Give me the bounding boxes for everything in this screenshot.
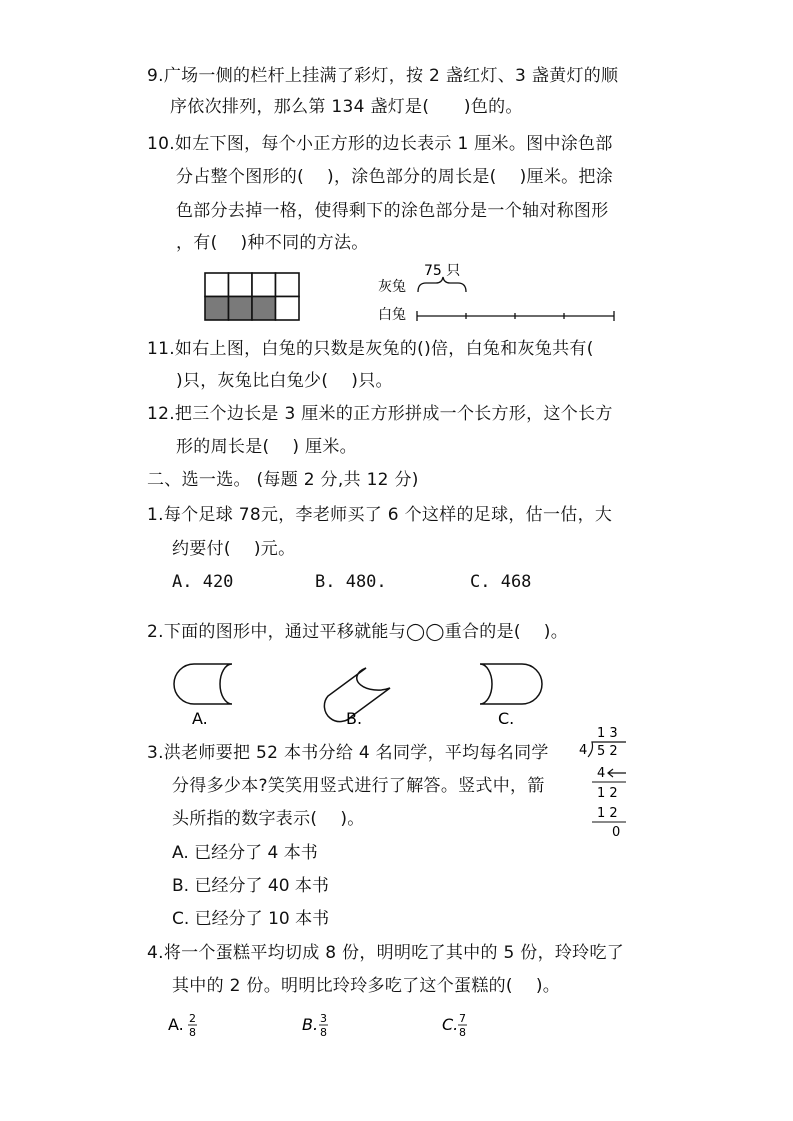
shaded-grid-figure bbox=[204, 272, 300, 320]
grid-cell bbox=[276, 297, 300, 321]
c4-option-a-letter: A. bbox=[168, 1015, 184, 1034]
q12-line1: 12.把三个边长是 3 厘米的正方形拼成一个长方形，这个长方 bbox=[147, 404, 613, 424]
q10-line2: 分占整个图形的( )，涂色部分的周长是( )厘米。把涂 bbox=[176, 167, 614, 187]
rabbit-count-label: 75 只 bbox=[424, 263, 461, 279]
section2-heading: 二、选一选。 (每题 2 分,共 12 分) bbox=[147, 470, 419, 490]
c3-option-a: A. 已经分了 4 本书 bbox=[172, 843, 318, 863]
shape-a-icon bbox=[174, 664, 232, 704]
division-divisor: 4 bbox=[579, 743, 588, 758]
grid-cell bbox=[205, 273, 229, 297]
c3-option-c: C. 已经分了 10 本书 bbox=[172, 909, 330, 929]
c1-line1: 1.每个足球 78元，李老师买了 6 个这样的足球，估一估，大 bbox=[147, 505, 613, 525]
q11-line1: 11.如右上图，白兔的只数是灰兔的()倍，白兔和灰兔共有( bbox=[147, 339, 594, 359]
division-quotient: 1 3 bbox=[597, 726, 618, 741]
grid-cell-shaded bbox=[252, 297, 276, 321]
c1-option-b: B. 480. bbox=[315, 572, 387, 592]
white-rabbit-label: 白兔 bbox=[378, 307, 406, 323]
division-step1: 4 bbox=[597, 766, 606, 781]
grid-cell bbox=[276, 273, 300, 297]
division-dividend: 5 2 bbox=[597, 744, 618, 759]
gray-rabbit-brace bbox=[418, 277, 466, 292]
c4-option-c-letter: C. bbox=[442, 1015, 459, 1034]
c4-option-b-letter: B. bbox=[302, 1015, 319, 1034]
c1-option-c: C. 468 bbox=[470, 572, 532, 592]
c2-line1: 2.下面的图形中，通过平移就能与◯◯重合的是( )。 bbox=[147, 622, 569, 642]
grid-cell-shaded bbox=[205, 297, 229, 321]
grid-cell-shaded bbox=[229, 297, 253, 321]
c4-option-b-den: 8 bbox=[320, 1026, 327, 1039]
q9-line2: 序依次排列，那么第 134 盏灯是( )色的。 bbox=[170, 97, 523, 117]
division-remainder: 0 bbox=[612, 825, 621, 840]
q10-line1: 10.如左下图，每个小正方形的边长表示 1 厘米。图中涂色部 bbox=[147, 134, 613, 154]
grid-cell bbox=[252, 273, 276, 297]
c3-line1: 3.洪老师要把 52 本书分给 4 名同学，平均每名同学 bbox=[147, 743, 549, 763]
q10-line4: ，有( )种不同的方法。 bbox=[176, 233, 369, 253]
q12-line2: 形的周长是( ) 厘米。 bbox=[176, 437, 357, 457]
q9-line1: 9.广场一侧的栏杆上挂满了彩灯，按 2 盏红灯、3 盏黄灯的顺 bbox=[147, 66, 619, 86]
division-step2: 1 2 bbox=[597, 786, 618, 801]
shape-c-icon bbox=[480, 664, 542, 704]
rabbit-diagram bbox=[376, 258, 621, 328]
shape-a-label: A. bbox=[192, 709, 208, 728]
q10-line3: 色部分去掉一格，使得剩下的涂色部分是一个轴对称图形 bbox=[176, 201, 609, 221]
white-rabbit-segment-line bbox=[417, 311, 614, 321]
c4-option-c-den: 8 bbox=[459, 1026, 466, 1039]
shape-c-label: C. bbox=[498, 709, 515, 728]
division-step3: 1 2 bbox=[597, 806, 618, 821]
grid-cell bbox=[229, 273, 253, 297]
arrow-icon bbox=[608, 769, 626, 777]
c3-line3: 头所指的数字表示( )。 bbox=[172, 809, 365, 829]
c3-option-b: B. 已经分了 40 本书 bbox=[172, 876, 329, 896]
c4-option-a-num: 2 bbox=[189, 1012, 196, 1025]
long-division bbox=[580, 722, 640, 840]
c4-option-a-den: 8 bbox=[189, 1026, 196, 1039]
c4-line2: 其中的 2 份。明明比玲玲多吃了这个蛋糕的( )。 bbox=[172, 976, 561, 996]
translation-shapes bbox=[166, 660, 556, 732]
c4-options bbox=[168, 1008, 488, 1048]
c1-option-a: A. 420 bbox=[172, 572, 234, 592]
c4-option-c-num: 7 bbox=[459, 1012, 466, 1025]
shape-b-label: B. bbox=[346, 709, 363, 728]
c4-option-b-num: 3 bbox=[320, 1012, 327, 1025]
c1-line2: 约要付( )元。 bbox=[172, 539, 296, 559]
c4-line1: 4.将一个蛋糕平均切成 8 份，明明吃了其中的 5 份，玲玲吃了 bbox=[147, 943, 625, 963]
c3-line2: 分得多少本?笑笑用竖式进行了解答。竖式中，箭 bbox=[172, 776, 545, 796]
gray-rabbit-label: 灰兔 bbox=[378, 279, 406, 295]
q11-line2: )只，灰兔比白兔少( )只。 bbox=[176, 371, 393, 391]
